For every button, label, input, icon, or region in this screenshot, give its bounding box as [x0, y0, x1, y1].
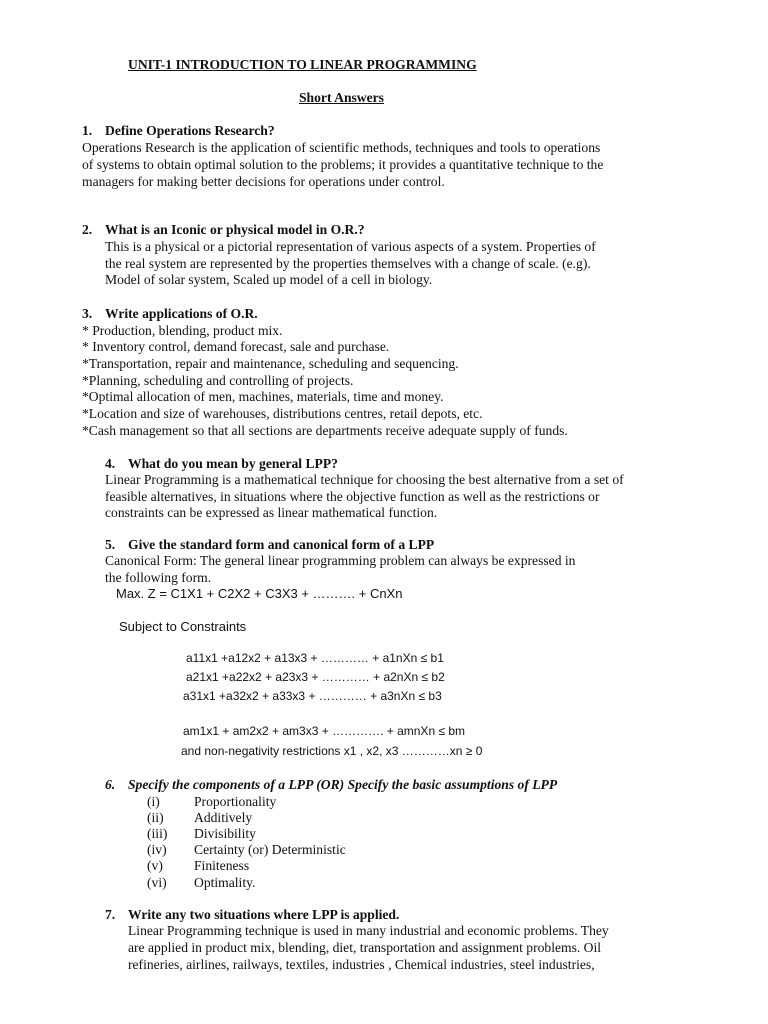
page-title: UNIT-1 INTRODUCTION TO LINEAR PROGRAMMING: [128, 57, 477, 72]
q3-number: 3.: [82, 306, 93, 321]
q5-nonneg: and non-negativity restrictions x1 , x2, x3 …………xn ≥ 0: [181, 744, 483, 758]
q2-line: Model of solar system, Scaled up model of a cell in biology.: [105, 272, 433, 287]
q4-line: constraints can be expressed as linear mathematical function.: [105, 505, 438, 520]
q6-item-text: Finiteness: [194, 858, 250, 873]
q6-item-text: Certainty (or) Deterministic: [194, 842, 346, 857]
q3-item: *Planning, scheduling and controlling of projects.: [82, 373, 354, 388]
q5-number: 5.: [105, 537, 116, 552]
q2-number: 2.: [82, 222, 93, 237]
q3-item: *Optimal allocation of men, machines, materials, time and money.: [82, 389, 444, 404]
q5-constraint: am1x1 + am2x2 + am3x3 + …………. + amnXn ≤ bm: [183, 724, 466, 738]
q2-question: What is an Iconic or physical model in O.R.?: [105, 222, 365, 237]
q1-line: managers for making better decisions for operations under control.: [82, 174, 445, 189]
q4-line: Linear Programming is a mathematical technique for choosing the best alternative from a set of: [105, 472, 624, 487]
q5-question: Give the standard form and canonical form of a LPP: [128, 537, 435, 552]
q4-question: What do you mean by general LPP?: [128, 456, 338, 471]
q5-line: Canonical Form: The general linear programming problem can always be expressed in: [105, 553, 576, 568]
page-subtitle: Short Answers: [299, 90, 384, 105]
q6-item-num: (vi): [147, 875, 167, 890]
q6-item-text: Optimality.: [194, 875, 256, 890]
q5-constraint: a31x1 +a32x2 + a33x3 + ………… + a3nXn ≤ b3: [183, 689, 442, 703]
q7-line: refineries, airlines, railways, textiles, industries , Chemical industries, steel industries,: [128, 957, 595, 972]
q1-line: of systems to obtain optimal solution to the problems; it provides a quantitative technique to the: [82, 157, 604, 172]
q6-item-num: (iv): [147, 842, 167, 857]
q5-objective: Max. Z = C1X1 + C2X2 + C3X3 + ………. + CnXn: [116, 586, 403, 601]
q6-item-text: Divisibility: [194, 826, 256, 841]
q5-line: the following form.: [105, 570, 212, 585]
q7-number: 7.: [105, 907, 116, 922]
q3-item: *Cash management so that all sections are departments receive adequate supply of funds.: [82, 423, 568, 438]
q2-line: This is a physical or a pictorial representation of various aspects of a system. Properties of: [105, 239, 596, 254]
q5-constraint: a11x1 +a12x2 + a13x3 + ………… + a1nXn ≤ b1: [186, 651, 444, 665]
q2-line: the real system are represented by the properties themselves with a change of scale. (e.g).: [105, 256, 591, 271]
q1-line: Operations Research is the application of scientific methods, techniques and tools to operations: [82, 140, 601, 155]
q3-item: *Location and size of warehouses, distributions centres, retail depots, etc.: [82, 406, 483, 421]
q6-item-text: Additively: [194, 810, 253, 825]
q5-subject-to: Subject to Constraints: [119, 619, 247, 634]
q4-number: 4.: [105, 456, 116, 471]
q3-question: Write applications of O.R.: [105, 306, 258, 321]
q6-number: 6.: [105, 777, 116, 792]
q6-question: Specify the components of a LPP (OR) Specify the basic assumptions of LPP: [128, 777, 558, 792]
q7-question: Write any two situations where LPP is applied.: [128, 907, 400, 922]
q7-line: Linear Programming technique is used in many industrial and economic problems. They: [128, 923, 609, 938]
q3-item: * Inventory control, demand forecast, sale and purchase.: [82, 339, 390, 354]
q1-number: 1.: [82, 123, 93, 138]
q3-item: *Transportation, repair and maintenance, scheduling and sequencing.: [82, 356, 459, 371]
q6-item-num: (i): [147, 794, 160, 809]
q6-item-num: (iii): [147, 826, 168, 841]
q6-item-num: (ii): [147, 810, 164, 825]
q6-item-text: Proportionality: [194, 794, 277, 809]
q7-line: are applied in product mix, blending, diet, transportation and assignment problems. Oil: [128, 940, 602, 955]
q3-item: * Production, blending, product mix.: [82, 323, 283, 338]
q4-line: feasible alternatives, in situations where the objective function as well as the restrictions or: [105, 489, 600, 504]
q1-question: Define Operations Research?: [105, 123, 275, 138]
q6-item-num: (v): [147, 858, 163, 873]
q5-constraint: a21x1 +a22x2 + a23x3 + ………… + a2nXn ≤ b2: [186, 670, 445, 684]
